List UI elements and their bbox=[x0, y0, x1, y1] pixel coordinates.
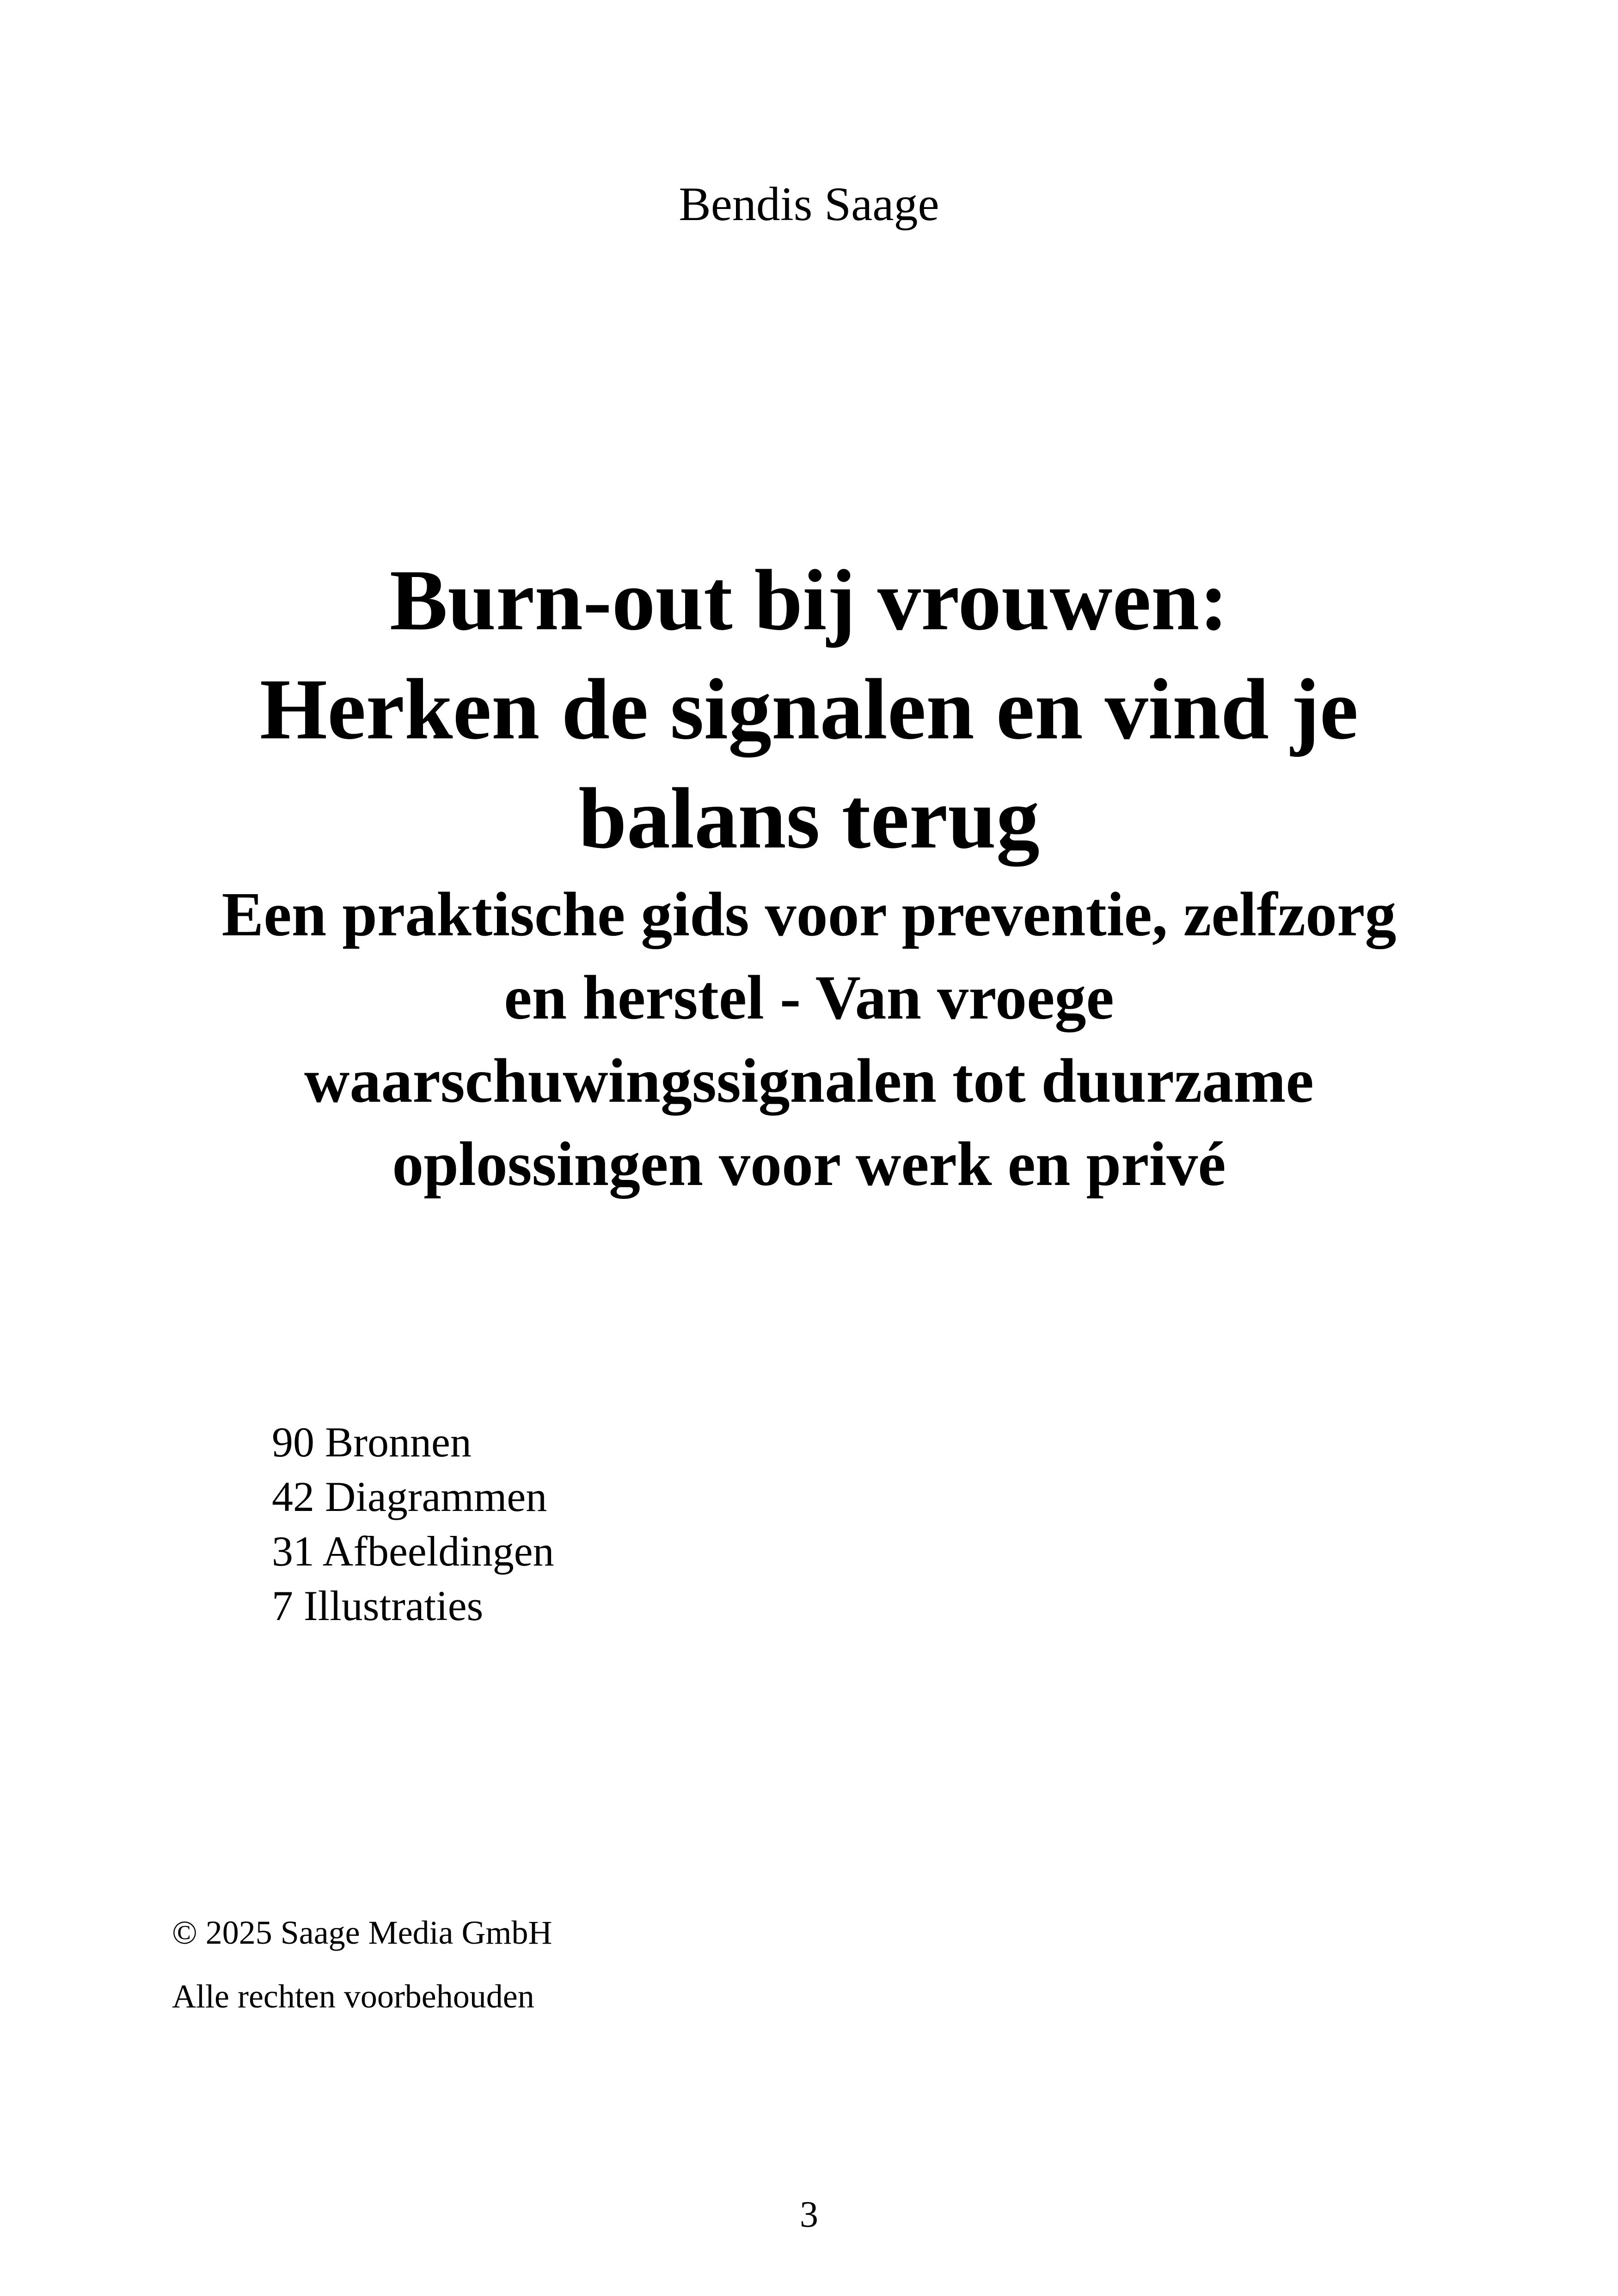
page-number: 3 bbox=[800, 2194, 818, 2235]
book-stats-list bbox=[272, 1415, 554, 1633]
stat-images: 31 Afbeeldingen bbox=[272, 1528, 554, 1575]
subtitle-line-1: Een praktische gids voor preventie, zelfzorg bbox=[221, 880, 1397, 949]
stat-sources: 90 Bronnen bbox=[272, 1418, 472, 1466]
subtitle-line-3: waarschuwingssignalen tot duurzame bbox=[304, 1046, 1314, 1116]
rights-reserved: Alle rechten voorbehouden bbox=[172, 1978, 534, 2015]
book-title-line-1: Burn-out bij vrouwen: bbox=[389, 552, 1229, 648]
book-title-line-2: Herken de signalen en vind je bbox=[259, 661, 1359, 757]
stat-diagrams: 42 Diagrammen bbox=[272, 1473, 547, 1520]
author-name: Bendis Saage bbox=[679, 178, 939, 231]
subtitle-line-4: oplossingen voor werk en privé bbox=[392, 1130, 1226, 1199]
stat-illustrations: 7 Illustraties bbox=[272, 1582, 484, 1629]
subtitle-line-2: en herstel - Van vroege bbox=[504, 963, 1114, 1032]
title-block bbox=[116, 546, 1502, 1206]
book-title-line-3: balans terug bbox=[578, 770, 1040, 866]
copyright-notice: © 2025 Saage Media GmbH bbox=[172, 1914, 552, 1951]
